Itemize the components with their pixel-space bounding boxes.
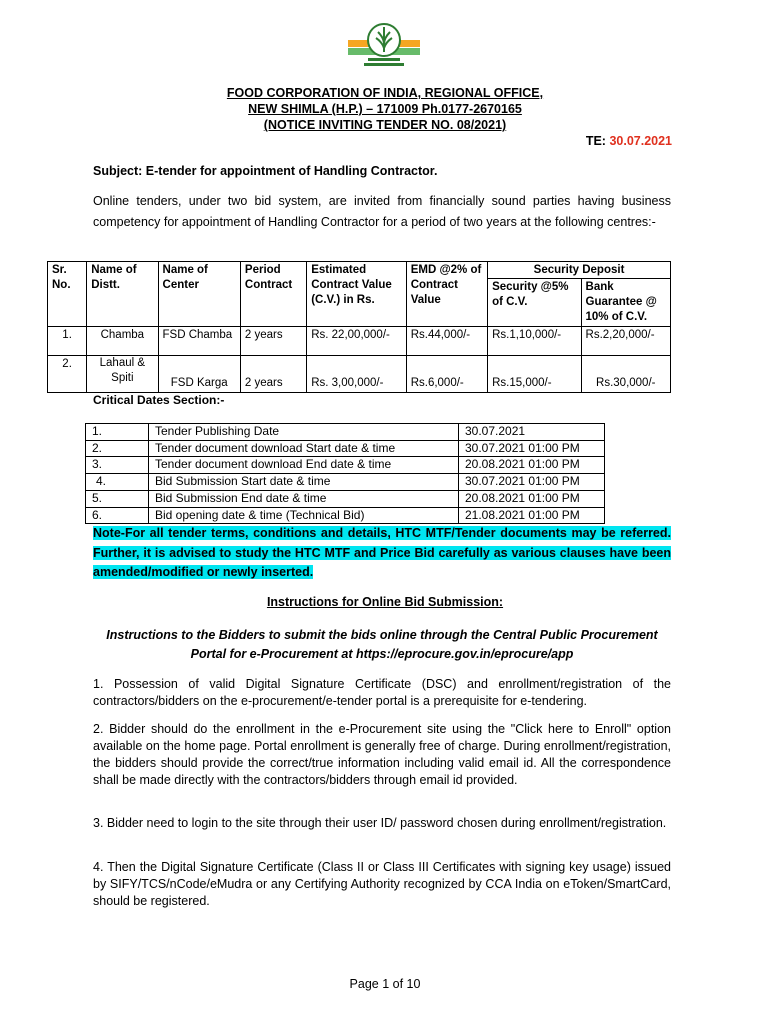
table-row: 2. Tender document download Start date & time 30.07.2021 01:00 PM <box>86 440 605 457</box>
table-row: 3. Tender document download End date & time 20.08.2021 01:00 PM <box>86 457 605 474</box>
table-row: 2. Lahaul & Spiti FSD Karga 2 years Rs. 3,00,000/- Rs.6,000/- Rs.15,000/- Rs.30,000/- <box>48 356 671 393</box>
table-row: 1. Chamba FSD Chamba 2 years Rs. 22,00,000/- Rs.44,000/- Rs.1,10,000/- Rs.2,20,000/- <box>48 327 671 356</box>
subject: Subject: E-tender for appointment of Handling Contractor. <box>93 164 438 178</box>
instruction-point-4: 4. Then the Digital Signature Certificate (Class II or Class III Certificates with signing key usage) issued by SIFY/TCS/nCode/eMudra or any Certifying Authority recognized by CCA India on eToken/SmartCard, should be registered. <box>93 860 671 908</box>
th-emd: EMD @2% of Contract Value <box>406 262 487 327</box>
th-distt: Name of Distt. <box>87 262 158 327</box>
header-line-2: NEW SHIMLA (H.P.) – 171009 Ph.0177-2670165 <box>248 102 522 116</box>
tender-date: TE: 30.07.2021 <box>585 134 672 148</box>
critical-dates-table <box>85 423 605 524</box>
header-line-1: FOOD CORPORATION OF INDIA, REGIONAL OFFICE, <box>226 86 544 100</box>
th-center: Name of Center <box>158 262 240 327</box>
table-row: 1. Tender Publishing Date 30.07.2021 <box>86 424 605 441</box>
critical-dates-title: Critical Dates Section:- <box>93 393 225 407</box>
contract-table <box>47 261 671 393</box>
header-line-3: (NOTICE INVITING TENDER NO. 08/2021) <box>263 118 507 132</box>
highlighted-note: Note-For all tender terms, conditions and details, HTC MTF/Tender documents may be referred. Further, it is advised to study the HTC MTF and Price Bid carefully as various clauses have been amended/modified or newly inserted. <box>93 526 671 579</box>
table-row: 4. Bid Submission Start date & time 30.07.2021 01:00 PM <box>86 474 605 491</box>
page-number: Page 1 of 10 <box>349 977 421 991</box>
th-sec5: Security @5% of C.V. <box>488 279 581 327</box>
th-bank: Bank Guarantee @ 10% of C.V. <box>581 279 670 327</box>
th-sr: Sr. No. <box>48 262 87 327</box>
th-period: Period Contract <box>240 262 306 327</box>
instructions-subtitle: Instructions to the Bidders to submit the bids online through the Central Public Procurement Portal for e-Procurement at https://eprocure.gov.in/eprocure/app <box>106 628 658 661</box>
table-row: 5. Bid Submission End date & time 20.08.2021 01:00 PM <box>86 490 605 507</box>
instructions-title: Instructions for Online Bid Submission: <box>266 595 504 609</box>
instruction-point-2: 2. Bidder should do the enrollment in the e-Procurement site using the "Click here to Enroll" option available on the home page. Portal enrollment is generally free of charge. During enrollment/registration, the bidders should provide the correct/true information including valid email id. All the correspondence shall be made directly with the contractors/bidders through email id provided. <box>93 722 671 787</box>
instruction-point-1: 1. Possession of valid Digital Signature Certificate (DSC) and enrollment/registration of the contractors/bidders on the e-procurement/e-tender portal is a prerequisite for e-tendering. <box>93 677 671 708</box>
table-row: 6. Bid opening date & time (Technical Bid) 21.08.2021 01:00 PM <box>86 507 605 524</box>
instruction-point-3: 3. Bidder need to login to the site through their user ID/ password chosen during enrollment/registration. <box>93 816 667 830</box>
fci-emblem-icon <box>348 18 420 68</box>
th-security: Security Deposit <box>488 262 671 279</box>
fci-logo <box>348 18 420 68</box>
intro-paragraph: Online tenders, under two bid system, are invited from financially sound parties having business competency for appointment of Handling Contractor for a period of two years at the following centres:- <box>93 194 671 229</box>
th-cv: Estimated Contract Value (C.V.) in Rs. <box>307 262 406 327</box>
